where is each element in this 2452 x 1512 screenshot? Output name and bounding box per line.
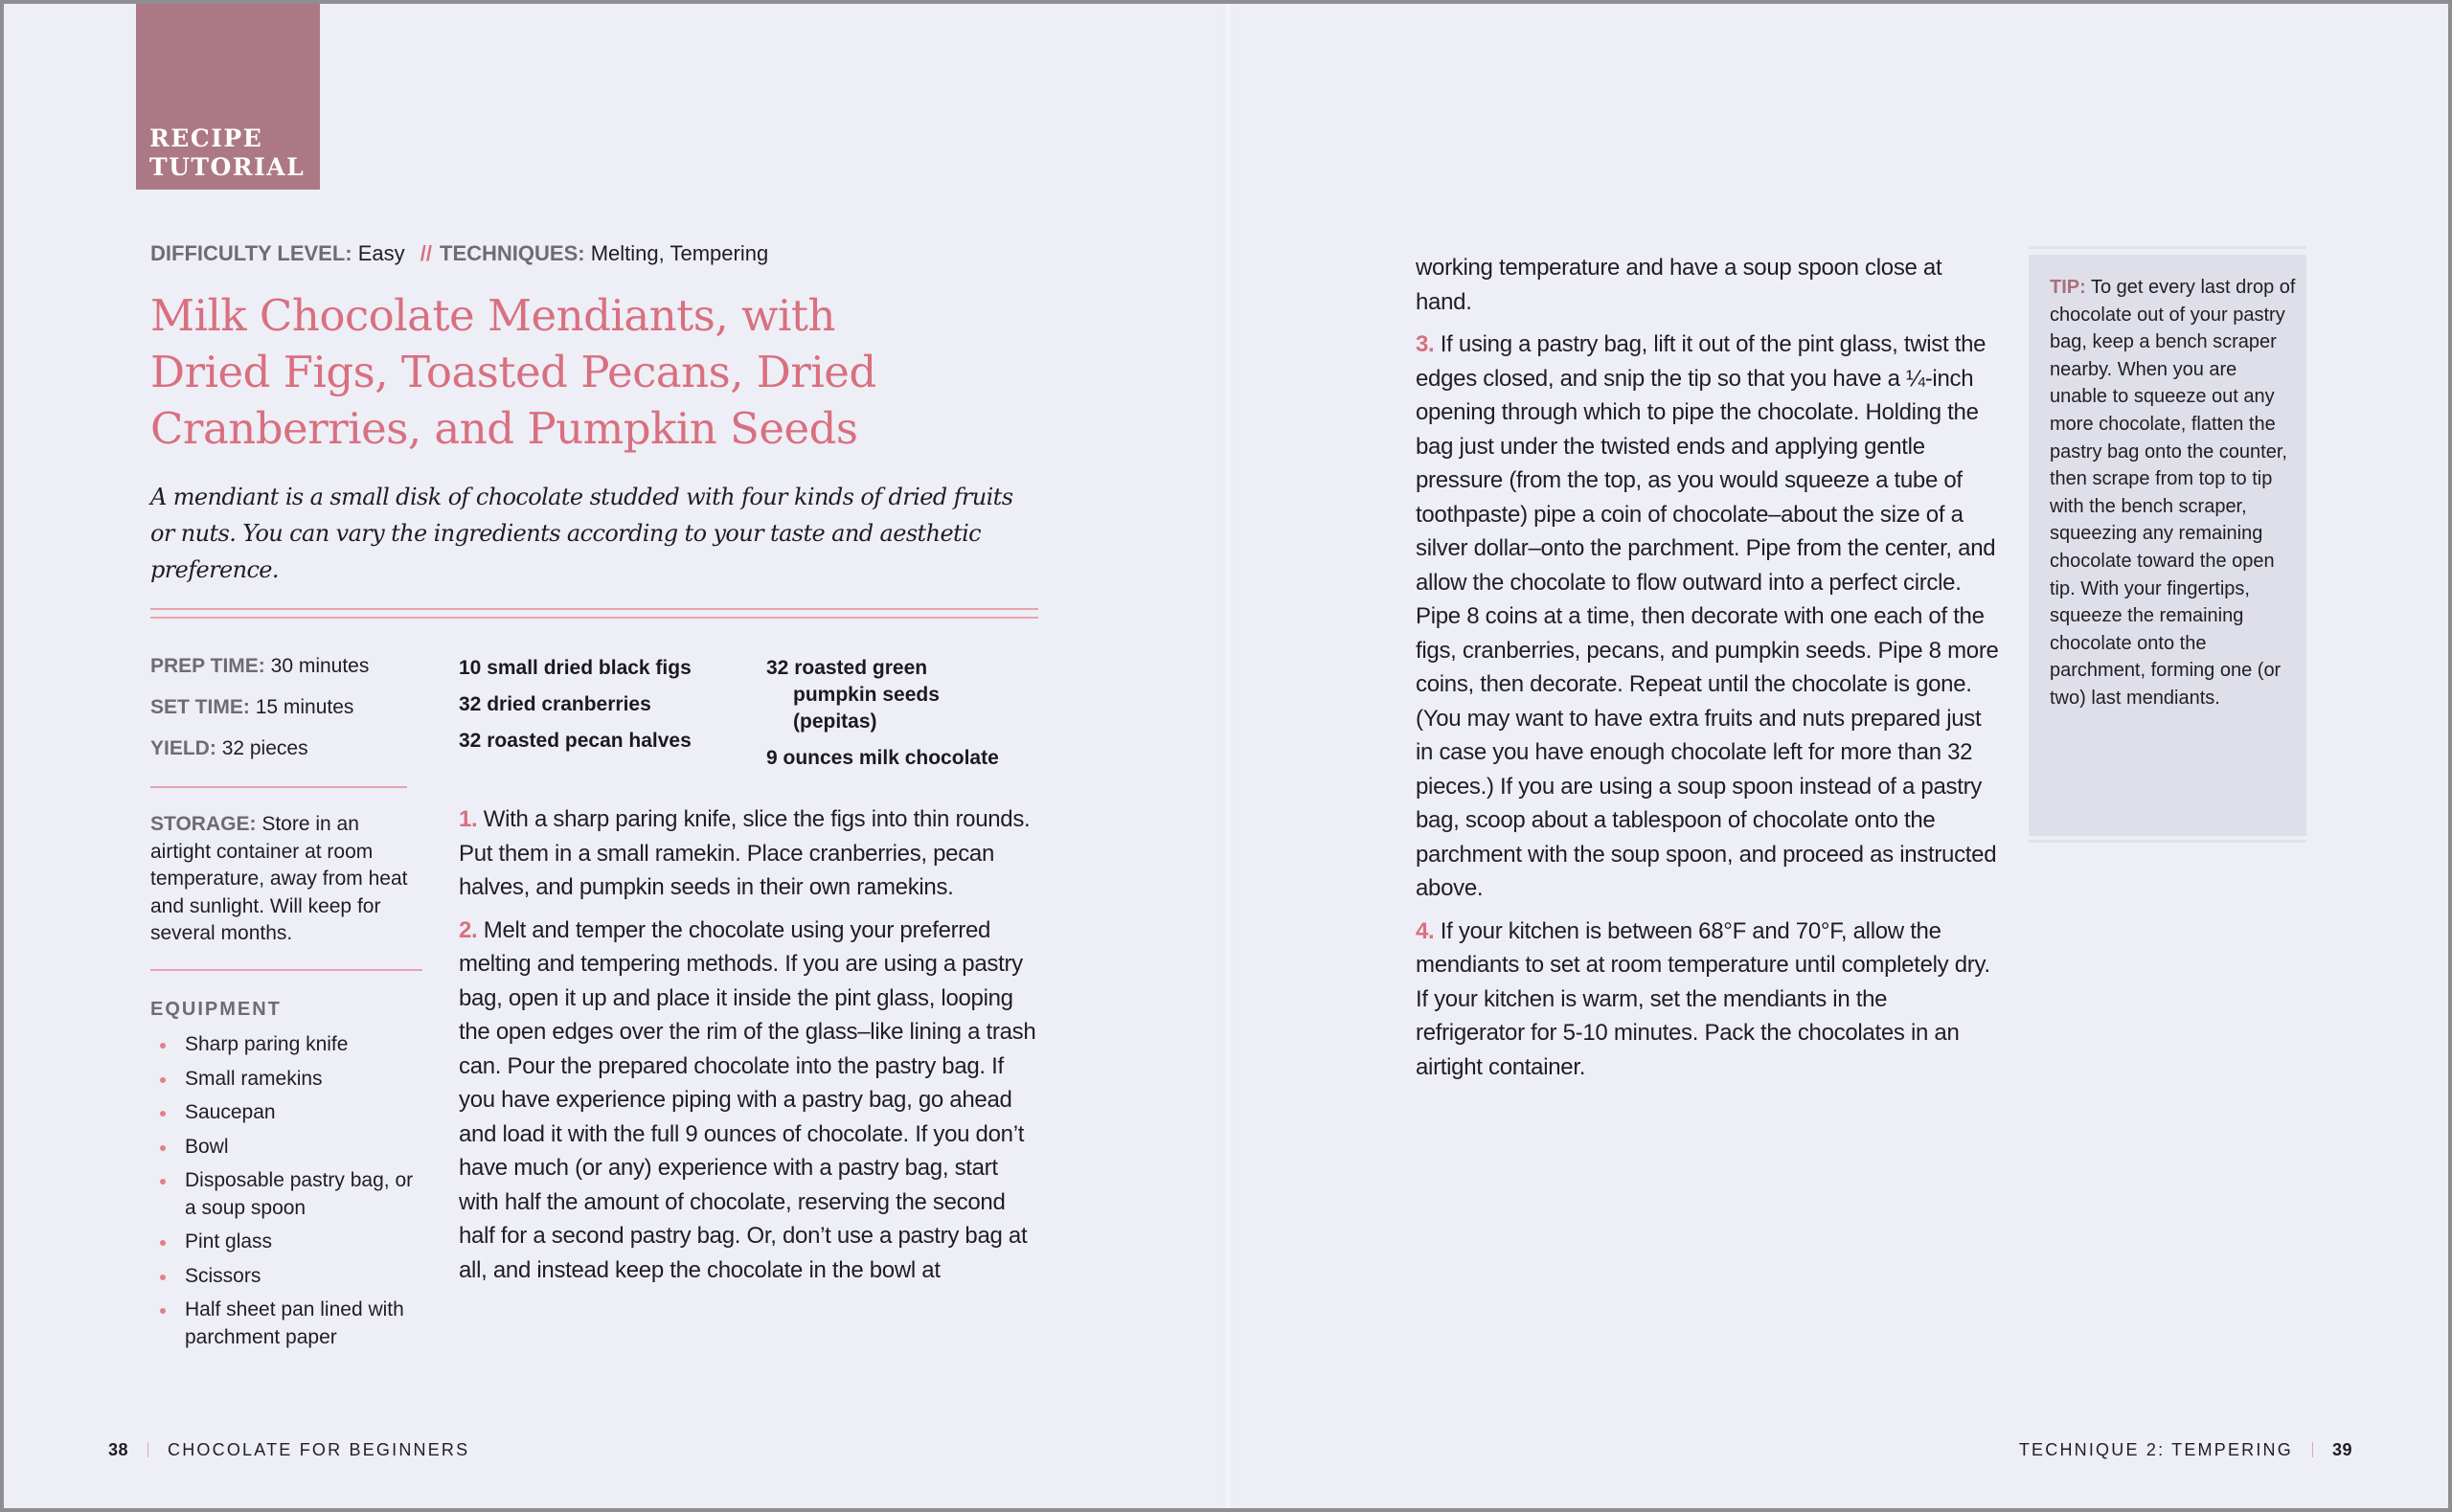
storage-label: STORAGE: [150,813,257,835]
left-page-footer [108,1440,469,1460]
equipment-item: Disposable pastry bag, or a soup spoon [150,1167,428,1222]
step-1: 1. With a sharp paring knife, slice the figs into thin rounds. Put them in a small ramekin. Place cranberries, pecan halves, and pumpkin seeds in their own ramekins. [459,806,1031,900]
left-page-number: 38 [108,1440,129,1459]
step-3: 3. If using a pastry bag, lift it out of the pint glass, twist the edges closed, and snip the tip so that you have a ¼-inch opening through which to pipe the chocolate. Holding the bag just under the twisted ends and applying gentle pressure (from the top, as you would squeeze a tube of toothpaste) pipe a coin of chocolate–about the size of a silver dollar–onto the parchment. Pipe from the center, and allow the chocolate to flow outward into a perfect circle. Pipe 8 coins at a time, then decorate with one each of the figs, cranberries, pecans, and pumpkin seeds. Pipe 8 more coins, then decorate. Repeat until the chocolate is gone. (You may want to have extra fruits and nuts prepared just in case you have enough chocolate left for more than 32 pieces.) If you are using a soup spoon instead of a pastry bag, scoop about a tablespoon of chocolate onto the parchment with the soup spoon, and proceed as instructed above. [1416,331,1999,901]
stats-divider [150,786,407,788]
recipe-tutorial-badge [136,4,320,190]
bullet-icon [160,1308,166,1314]
bullet-icon [160,1043,166,1049]
title-line-3: Cranberries, and Pumpkin Seeds [150,403,858,454]
equipment-item: Scissors [150,1263,428,1291]
right-running-head: TECHNIQUE 2: TEMPERING [2018,1440,2293,1459]
prep-time [150,655,428,696]
ingredient-item: 32 roasted pecan halves [459,730,692,752]
bullet-icon [160,1145,166,1151]
step-4: 4. If your kitchen is between 68°F and 70°F, allow the mendiants to set at room temperature until completely dry. If your kitchen is warm, set the mendiants in the refrigerator for 5-10 minutes. Pack the chocolates in an airtight container. [1416,917,1990,1080]
tip-top-rule [2029,246,2306,249]
title-line-1: Milk Chocolate Mendiants, with [150,290,835,341]
ingredient-item: 32 dried cranberries [459,693,651,715]
step-number: 1. [459,806,478,832]
bullet-icon [160,1275,166,1280]
bullet-icon [160,1111,166,1117]
ingredient-item: 32 roasted green pumpkin seeds (pepitas) [766,657,940,733]
book-spread [4,4,2448,1508]
difficulty-label: DIFFICULTY LEVEL: [150,241,352,265]
step-number: 3. [1416,331,1435,357]
set-time-label: SET TIME: [150,696,250,718]
ingredient-item: 9 ounces milk chocolate [766,747,999,769]
right-page-number: 39 [2331,1440,2352,1459]
tip-box [2029,255,2306,836]
bullet-icon [160,1240,166,1246]
difficulty-techniques-line [150,241,768,266]
ingredients-column-2 [766,655,1044,781]
yield-value: 32 pieces [221,737,308,759]
equipment-item: Bowl [150,1134,428,1162]
techniques-value: Melting, Tempering [590,241,769,265]
double-divider [150,608,1038,619]
equipment-item: Small ramekins [150,1066,428,1094]
badge-line-1: RECIPE [149,124,263,152]
prep-time-value: 30 minutes [270,655,370,677]
tip-body: To get every last drop of chocolate out of your pastry bag, keep a bench scraper nearby. When you are unable to squeeze out any more chocolate, flatten the pastry bag onto the counter, then scrape from top to tip with the bench scraper, squeezing any remaining chocolate toward the open tip. With your fingertips, squeeze the remaining chocolate onto the parchment, forming one (or two) last mendiants. [2050,277,2296,709]
equipment-list [150,1031,428,1358]
storage-text: Store in an airtight container at room temperature, away from heat and sunlight. Will keep for several months. [150,813,408,944]
set-time-value: 15 minutes [255,696,354,718]
equipment-item: Pint glass [150,1229,428,1256]
difficulty-value: Easy [357,241,405,265]
footer-divider [2312,1442,2313,1457]
badge-line-2: TUTORIAL [149,153,306,181]
steps-right-column [1416,251,2002,1093]
steps-left-column [459,802,1043,1296]
prep-time-label: PREP TIME: [150,655,265,677]
recipe-title [150,287,1070,457]
set-time [150,696,428,737]
step-2: 2. Melt and temper the chocolate using your preferred melting and tempering methods. If you are using a pastry bag, open it up and place it inside the pint glass, looping the open edges over the rim of the glass–like lining a trash can. Pour the prepared chocolate into the pastry bag. If you have experience piping with a pastry bag, go ahead and load it with the full 9 ounces of chocolate. If you don’t have much (or any) experience with a pastry bag, start with half the amount of chocolate, reserving the second half for a second pastry bag. Or, don’t use a pastry bag at all, and instead keep the chocolate in the bowl at [459,916,1036,1283]
tip-label: TIP: [2050,277,2086,298]
recipe-stats [150,655,428,779]
title-line-2: Dried Figs, Toasted Pecans, Dried [150,347,876,397]
step-number: 4. [1416,917,1435,944]
equipment-heading: EQUIPMENT [150,999,282,1020]
ingredients-column-1 [459,655,746,764]
ingredient-item: 10 small dried black figs [459,657,692,679]
left-running-head: CHOCOLATE FOR BEGINNERS [168,1440,470,1459]
page-gutter [1222,4,1234,1508]
meta-separator: // [420,241,433,265]
step-2-continued: working temperature and have a soup spoon close at hand. [1416,255,1942,315]
yield [150,737,428,779]
storage-divider [150,969,422,971]
recipe-intro: A mendiant is a small disk of chocolate studded with four kinds of dried fruits or nuts. You can vary the ingredients according to your taste and aesthetic preference. [150,484,1013,583]
tip-text [2050,274,2297,712]
right-page-footer [2019,1440,2352,1460]
techniques-label: TECHNIQUES: [440,241,585,265]
yield-label: YIELD: [150,737,216,759]
step-number: 2. [459,916,478,943]
tip-bottom-rule [2029,840,2306,843]
equipment-item: Saucepan [150,1099,428,1127]
equipment-item: Sharp paring knife [150,1031,428,1059]
storage-note [150,811,409,948]
equipment-item: Half sheet pan lined with parchment paper [150,1297,428,1351]
bullet-icon [160,1077,166,1083]
bullet-icon [160,1179,166,1185]
